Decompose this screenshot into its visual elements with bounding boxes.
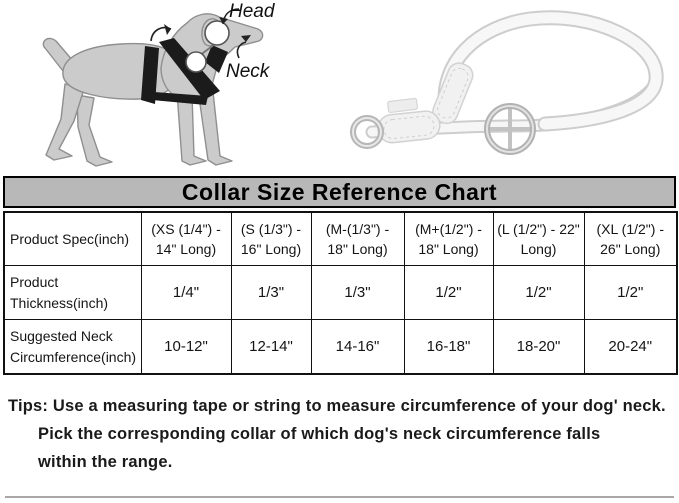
leather-tab	[377, 110, 442, 144]
circumference-s: 12-14"	[231, 320, 311, 375]
head-label: Head	[229, 1, 275, 22]
thickness-m-minus: 1/3"	[311, 266, 404, 320]
collar-rope-loop	[445, 18, 656, 124]
neck-marker-circle	[186, 52, 206, 72]
thickness-xl: 1/2"	[584, 266, 677, 320]
thickness-row	[4, 266, 677, 320]
thickness-m-plus: 1/2"	[404, 266, 493, 320]
col-header-s: (S (1/3") - 16" Long)	[231, 212, 311, 266]
dog-measurement-diagram	[15, 0, 315, 175]
col-header-m-minus: (M-(1/3") - 18" Long)	[311, 212, 404, 266]
row-label-thickness: Product Thickness(inch)	[4, 266, 141, 320]
col-header-xl: (XL (1/2") - 26" Long)	[584, 212, 677, 266]
circumference-row	[4, 320, 677, 375]
tips-line-1: Tips: Use a measuring tape or string to measure circumference of your dog' neck.	[8, 397, 666, 415]
circumference-m-plus: 16-18"	[404, 320, 493, 375]
header-row	[4, 212, 677, 266]
tips-line-3: within the range.	[38, 453, 173, 471]
circumference-m-minus: 14-16"	[311, 320, 404, 375]
tips-line-2: Pick the corresponding collar of which dog's neck circumference falls	[38, 425, 601, 443]
thickness-xs: 1/4"	[141, 266, 231, 320]
circumference-l: 18-20"	[493, 320, 584, 375]
thickness-l: 1/2"	[493, 266, 584, 320]
thickness-s: 1/3"	[231, 266, 311, 320]
tips-text	[8, 392, 674, 476]
circumference-xl: 20-24"	[584, 320, 677, 375]
neck-label: Neck	[226, 61, 270, 82]
collar-photo	[330, 2, 675, 170]
col-header-product-spec: Product Spec(inch)	[4, 212, 141, 266]
bottom-divider	[5, 496, 674, 498]
row-label-circumference: Suggested Neck Circumference(inch)	[4, 320, 141, 375]
col-header-m-plus: (M+(1/2") - 18" Long)	[404, 212, 493, 266]
col-header-l: (L (1/2") - 22" Long)	[493, 212, 584, 266]
brand-tag	[387, 98, 417, 112]
size-chart-title: Collar Size Reference Chart	[3, 176, 676, 208]
size-chart-table	[3, 211, 678, 375]
slider-ring-icon	[487, 106, 533, 152]
head-marker-circle	[205, 21, 229, 45]
circumference-xs: 10-12"	[141, 320, 231, 375]
col-header-xs: (XS (1/4") - 14" Long)	[141, 212, 231, 266]
